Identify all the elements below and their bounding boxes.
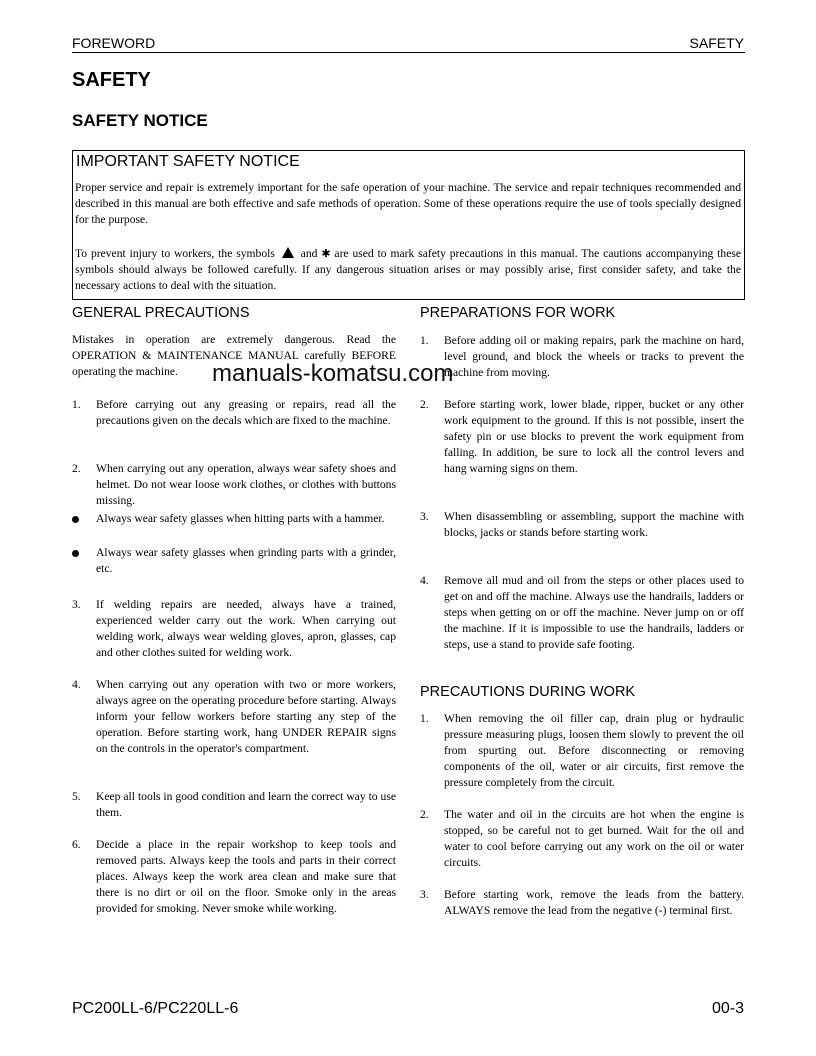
- list-item: [72, 677, 396, 757]
- list-item: [72, 511, 396, 527]
- important-notice-box: [72, 150, 745, 300]
- item-number: 3.: [420, 888, 429, 901]
- list-item: [72, 597, 396, 661]
- list-item: [420, 807, 744, 871]
- item-text: Decide a place in the repair workshop to keep tools and removed parts. Always keep the tools and parts in their correct places. Always keep the work area clean and make sure that there is no dirt or oil on the floor. Smoke only in the areas provided for smoking. Never smoke while working.: [96, 838, 396, 915]
- item-text: When disassembling or assembling, support the machine with blocks, jacks or stands before starting work.: [444, 510, 744, 539]
- list-item: [72, 837, 396, 917]
- header-section: FOREWORD: [72, 35, 156, 51]
- item-text: Before starting work, remove the leads from the battery. ALWAYS remove the lead from the negative (-) terminal first.: [444, 888, 744, 917]
- item-text: Remove all mud and oil from the steps or other places used to get on and off the machine. Always use the handrails, ladders or steps when getting on or off the machine. Never jump on or off the machine. If it is impossible to use the handrails, ladders or steps, use a stand to provide safe footing.: [444, 574, 744, 651]
- caution-symbol-icon: ✱: [321, 248, 331, 260]
- warning-triangle-icon: [282, 247, 294, 258]
- general-intro: Mistakes in operation are extremely dangerous. Read the OPERATION & MAINTENANCE MANUAL carefully BEFORE operating the machine.: [72, 333, 396, 378]
- page-title: SAFETY: [72, 69, 151, 91]
- item-text: When carrying out any operation, always wear safety shoes and helmet. Do not wear loose work clothes, or clothes with buttons missing.: [96, 462, 396, 507]
- item-number: 4.: [72, 678, 81, 691]
- list-item: [420, 711, 744, 791]
- item-text: When removing the oil filler cap, drain plug or hydraulic pressure measuring plugs, loosen them slowly to prevent the oil from spurting out. Before disconnecting or removing components of the oil, water or air circuits, first remove the pressure completely from the circuit.: [444, 712, 744, 789]
- item-number: 6.: [72, 838, 81, 851]
- general-precautions-heading: GENERAL PRECAUTIONS: [72, 305, 250, 321]
- item-number: 2.: [420, 398, 429, 411]
- item-number: 2.: [420, 808, 429, 821]
- watermark: manuals-komatsu.com: [212, 360, 454, 387]
- page-subtitle: SAFETY NOTICE: [72, 111, 208, 130]
- item-number: 1.: [72, 398, 81, 411]
- item-number: 5.: [72, 790, 81, 803]
- list-item: [420, 333, 744, 381]
- list-item: [420, 573, 744, 653]
- item-number: 3.: [72, 598, 81, 611]
- item-text: Keep all tools in good condition and learn the correct way to use them.: [96, 790, 396, 819]
- during-work-heading: PRECAUTIONS DURING WORK: [420, 684, 636, 700]
- item-number: 4.: [420, 574, 429, 587]
- item-number: 1.: [420, 712, 429, 725]
- item-text: Before adding oil or making repairs, park the machine on hard, level ground, and block the wheels or tracks to prevent the machine from moving.: [444, 334, 744, 379]
- item-text: Before starting work, lower blade, ripper, bucket or any other work equipment to the ground. If this is not possible, insert the safety pin or use blocks to prevent the work equipment from falling. In addition, be sure to lock all the control levers and hang warning signs on them.: [444, 398, 744, 475]
- item-number: 3.: [420, 510, 429, 523]
- header-rule: [72, 52, 745, 53]
- notice-title: IMPORTANT SAFETY NOTICE: [76, 153, 300, 170]
- item-text: When carrying out any operation with two or more workers, always agree on the operating procedure before starting. Always inform your fellow workers before starting any step of the operation. Before starting work, hang UNDER REPAIR signs on the controls in the operator's compartment.: [96, 678, 396, 755]
- bullet-icon: [72, 550, 79, 557]
- notice-paragraph-2: To prevent injury to workers, the symbols and ✱ are used to mark safety precautions in this manual. The cautions accompanying these symbols should always be followed carefully. If any dangerous situation arises or may possibly arise, first consider safety, and take the necessary actions to deal with the situation.: [75, 247, 742, 292]
- item-text: Before carrying out any greasing or repairs, read all the precautions given on the decals which are fixed to the machine.: [96, 398, 396, 427]
- list-item: [72, 545, 396, 577]
- list-item: [420, 887, 744, 919]
- footer-model: PC200LL-6/PC220LL-6: [72, 1000, 239, 1017]
- list-item: [420, 509, 744, 541]
- item-text: Always wear safety glasses when hitting parts with a hammer.: [96, 512, 385, 525]
- item-number: 2.: [72, 462, 81, 475]
- header-chapter: SAFETY: [689, 35, 744, 51]
- list-item: [72, 789, 396, 821]
- notice-paragraph-1: Proper service and repair is extremely important for the safe operation of your machine. The service and repair techniques recommended and described in this manual are both effective and safe methods of operation. Some of these operations require the use of tools specially designed for the purpose.: [75, 181, 741, 226]
- item-text: Always wear safety glasses when grinding parts with a grinder, etc.: [96, 546, 396, 575]
- preparations-heading: PREPARATIONS FOR WORK: [420, 305, 616, 321]
- item-text: The water and oil in the circuits are hot when the engine is stopped, so be careful not to get burned. Wait for the oil and water to cool before carrying out any work on the oil or water circuits.: [444, 808, 744, 869]
- list-item: [72, 397, 396, 429]
- item-text: If welding repairs are needed, always have a trained, experienced welder carry out the work. When carrying out welding work, always wear welding gloves, apron, glasses, cap and other clothes suited for welding work.: [96, 598, 396, 659]
- footer-page-number: 00-3: [711, 1000, 744, 1017]
- list-item: [420, 397, 744, 477]
- item-number: 1.: [420, 334, 429, 347]
- list-item: [72, 461, 396, 509]
- bullet-icon: [72, 516, 79, 523]
